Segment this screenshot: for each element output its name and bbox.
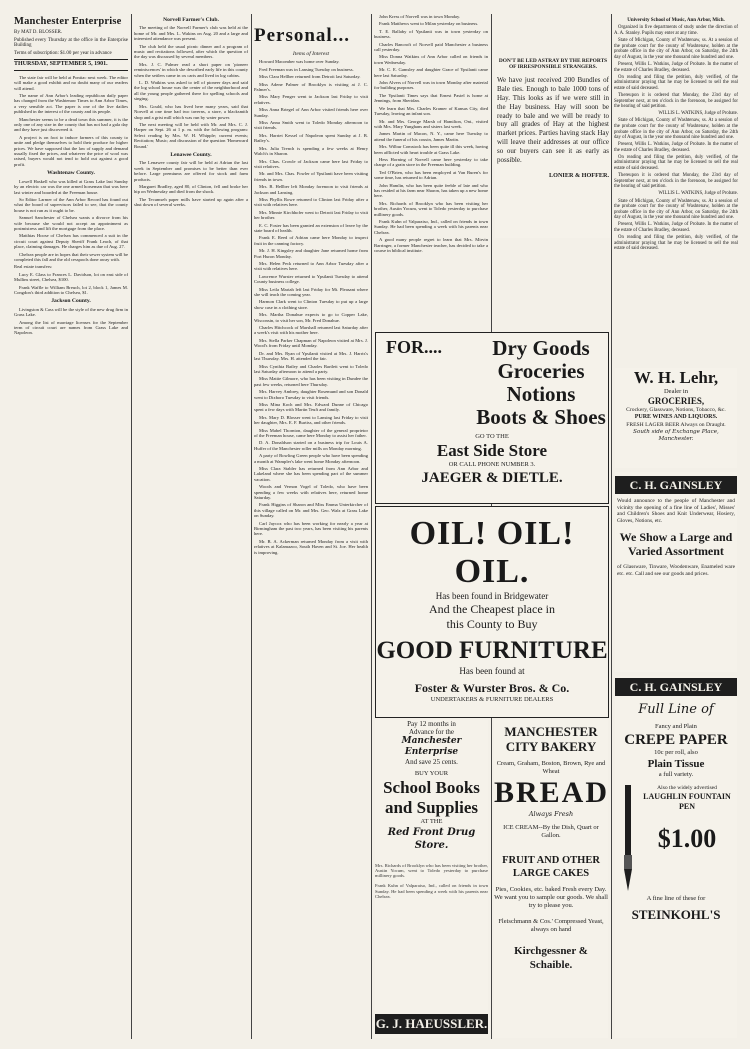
personal-item: Mrs. B. Hellber left Monday forenoon to visit friends at Jackson and Lansing. [254,184,368,195]
personal-item: Miss Mina Koch and Mrs. Edward Dunne of Chicago spent a few days with Martin Teuft and family. [254,401,368,413]
local-item: Mrs. Wilbur Comstock has been quite ill this week, having been afflicted with heart trouble at Grass Lake. [374,144,488,155]
article-paragraph: Margaret Bradley, aged 80, of Clinton, fell and broke her hip on Wednesday and died from the shock. [134,183,248,195]
article-paragraph: The state fair will be held at Pontiac next week. The editor will make a good exhibit and no doubt many of our readers will attend. [14,74,128,91]
pen-name: LAUGHLIN FOUNTAIN PEN [643,792,731,811]
personal-item: Mrs. Mary D. Blosser went to Lansing last Friday to visit her daughter, Mrs. E. F. Burtiss, and other friends. [254,414,368,426]
personal-item: Miss Anna Smith went to Toledo Monday afternoon to visit friends. [254,120,368,131]
legal-signature: WILLIS L. WATKINS, Judge of Probate. [658,111,738,117]
school-books-headline: School Books and Supplies [383,778,480,817]
lehr-name: W. H. Lehr, [633,368,719,387]
bakery-firm: Kirchgessner & Schaible. [514,945,588,971]
personal-item: Mr. B. A. Ackerman returned Monday from a visit with relatives at Kalamazoo, South Haven and St. Joe. Her health is improving. [254,538,368,555]
lehr-ad [615,368,737,468]
masthead-editor: By MAT D. BLOSSER. [14,30,63,35]
column-4 [374,14,488,344]
gainsley-headline: We Show a Large and Varied Assortment [619,530,733,559]
gainsley-body: of Glassware, Tinware, Woodenware, Enameled ware etc. etc. Call and see our goods and prices. [617,564,735,577]
crepe-headline: CREPE PAPER [624,732,728,748]
bread-headline: BREAD [494,776,610,809]
school-books-ad [375,720,488,1038]
ad-goto: GO TO THE [475,433,509,440]
legal-notice: State of Michigan, County of Washtenaw, ss. At a session of the probate court for the county of Washtenaw, holden at the probate office in the city of Ann Arbor, on Saturday, the 24th day of August, in the year one thousand nine hundred and one. [614,118,738,141]
local-item: Ted O'Brien, who has been employed at Van Buren's for some time, has returned to Adrian. [374,169,488,181]
fountain-pen-icon [621,785,635,893]
local-item: James Martin of Macon, N. Y., came here Tuesday to attend the funeral of his cousin, James Martin. [374,131,488,142]
personal-item: Mr. J. H. Kingsley and daughter Jane returned home from Port Huron Monday. [254,248,368,259]
section-heading: Jackson County. [51,298,91,305]
ad-phone: OR CALL PHONE NUMBER 3. [448,461,536,468]
ad-line: Advance for the [408,728,455,736]
local-item: T. E. Ballaby of Ypsilanti was in town yesterday on business. [374,28,488,40]
personal-item: Frank Higgins of Sharon and Miss Emma Unterkircher of this village called on Mr. and Mrs. Geo. Walz at Grass Lake on Sunday. [254,502,368,519]
local-item: John Kress of Norvell was in town Monday. [379,14,461,19]
oil-line: this County to Buy [446,617,538,631]
personal-item: Miss Mabel Thornton, daughter of the general proprietor of the Freeman house, came here Monday to assist her father. [254,427,368,438]
bakery-ad [494,720,608,1038]
bakery-fruit: FRUIT AND OTHER LARGE CAKES [502,855,600,879]
ad-for-label: FOR.... [386,337,442,357]
personal-item: Mrs. Stella Parker Chapman of Napoleon visited at Mrs. J. Wood's from Friday until Monday. [254,337,368,349]
personal-item: Lawrence Wurster returned to Ypsilanti Tuesday to attend County business college. [254,273,368,285]
legal-notice: On reading and filing the petition, duly verified, of the administrator praying that he may be licensed to sell the real estate of said deceased. [614,235,738,252]
tissue-headline: Plain Tissue [647,758,705,770]
article-paragraph: The name of Ann Arbor's leading republican daily paper has changed from the Washtenaw Times to Ann Arbor Times, a very sensible act. The paper is one of the live dailies published in the interest of the county and its people. [14,93,128,115]
personal-item: Woods and Vernon Vogel of Toledo, who have been spending a few weeks with relatives here, returned home Saturday. [254,484,368,501]
personal-item: Miss Mattie Gilmore, who has been visiting in Dundee the past few weeks, returned here Thursday. [254,376,368,387]
article-paragraph: The next meeting will be held with Mr. and Mrs. C. J. Harper on Sept. 26 at 1 p. m. with the following program: Select reading by Mrs. W. H. Whipple; current events; Recitation; Music; and discussion of the question 'Homeward Bound.' [134,121,248,149]
section-heading: Norvell Farmer's Club. [163,17,219,23]
ad-line: Pay 12 months in [407,720,456,728]
pen-block [615,785,737,895]
article-paragraph: Chelsea people are in hopes that their sewer system will be completed this fall and the old cesspools done away with. [14,251,128,262]
legal-notice: On reading and filing the petition, duly verified, of the administrator praying that he may be licensed to sell the real estate of said deceased. [614,154,738,172]
ad-line: Full Line of [638,702,714,717]
jaeger-dietle-ad [375,332,609,504]
dateline: THURSDAY, SEPTEMBER 5, 1901. [14,59,128,70]
ad-line: BUY YOUR [414,770,449,777]
notice-body: We have just received 200 Bundles of Bale ties. Enough to bale 1000 tons of Hay. This looks as if we were still in the Hay business. Hay will soon be ready to bale and we will be ready to buy all grades of Hay at the highest market prices. Parties having stack Hay will leave their addresses at our office so our buyers can see it as early as possible. [497,76,609,164]
personal-item: Mrs. Chas. Crowle of Jackson came here last Friday to visit relatives. [254,158,368,169]
personal-item: Miss Leila Mariah left last Friday for Mt. Pleasant where she will teach the coming year. [254,286,368,298]
local-item: A good many people regret to learn that Mrs. Mirvin Barringer, a former Manchester teacher, has decided to take a course in biblical institute. [374,237,488,254]
goods-list [476,337,606,429]
article-paragraph: The club held the usual picnic dinner and a program of music and recitations followed, after which the question of the day was discussed by several members. [134,43,248,60]
personal-item: Mrs. Harriet Kessel of Napoleon spent Sunday at J. B. Bailey's. [254,132,368,144]
oil-line: Has been found at [459,666,525,676]
firm-name: Foster & Wurster Bros. & Co. [414,681,570,695]
masthead-line: Published every Thursday at the office in the Enterprise Building [14,37,128,49]
personal-heading: Personal... [254,25,350,46]
goods-item: Groceries [497,359,585,383]
personal-item: Miss Anna Briegel of Ann Arbor visited friends here over Sunday. [254,107,368,118]
article-paragraph: Among the list of marriage licenses for the September term of circuit court are names from Grass Lake and Napoleon. [14,319,128,336]
masthead-title: Manchester Enterprise [14,16,122,27]
personal-item: Howard Macomber was home over Sunday. [259,59,340,65]
druggist-name: G. J. HAEUSSLER. [375,1014,488,1034]
personal-subheading: Items of Interest [292,51,330,57]
personal-item: D. A. Donaldson started on a business trip for Louis A. Huffer of the Manchester roller mills on Monday morning. [254,440,368,451]
article-paragraph: A project is on foot to induce farmers of this county to unite and pledge themselves to hold their produce for higher prices. We have supposed that the law of supply and demand usually fixed the prices, and whatever the price of wool was raised, buyers would not tend to hold out against a good profit. [14,134,128,167]
lehr-items: Crockery, Glassware, Notions, Tobacco, &c. [626,407,726,413]
ad-line: a full variety. [658,771,694,778]
lehr-wines: PURE WINES AND LIQUORS. [634,414,718,420]
column-rule [371,14,372,1039]
personal-item: Miss Mary Fenger went to Jackson last Friday to visit relatives. [254,94,368,105]
legal-notice: Thereupon it is ordered that Monday, the 23rd day of September next, at ten o'clock in the forenoon, be assigned for the hearing of said petition. [614,92,738,110]
article-paragraph: The Lenawee county fair will be held at Adrian the last week in September and promises to be better than ever before. Large premiums are offered for stock and farm products. [134,160,248,182]
personal-item: Fred Freeman was in Lansing Tuesday on business. [259,66,354,72]
oil-line: Has been found in Bridgewater [435,591,549,601]
local-item: Frank Kuhn of Valparaiso, Ind., called on friends in town Sunday. He had been spending a week with his parents near Chelsea. [374,219,488,235]
ad-line: A fine line of these for [646,895,706,902]
lehr-dealer: Dealer in [663,388,688,395]
personal-item: Miss Clara Hellber returned from Detroit last Saturday. [259,74,361,80]
article-paragraph: Frank Waffle to William Breuch, lot 2, block 1, James M. Congdon's third addition to Chelsea, $1. [14,284,128,295]
ad-line: And save 25 cents. [405,758,458,766]
local-item: John Hamlin, who has been quite feeble of late and who has resided at his farm near Sharon, has taken up a new home here. [374,182,488,199]
article-paragraph: Mrs. Gould, who has lived here many years, said that Norvell at one time had two taverns, a store, a blacksmith shop and a grist mill which was run by water power. [134,103,248,120]
local-item: We learn that Mrs. Charles Kramer of Kansas City, died Tuesday, leaving an infant son. [374,105,488,117]
local-item: John Alvers of Norvell was in town Monday after material for building purposes. [374,80,488,91]
legal-notice: Organized in five departments of study under the direction of A. A. Stanley. Pupils may enter at any time. [614,25,738,36]
notice-signature: LONIER & HOFFER. [549,172,609,180]
ad-line: Fancy and Plain [655,723,697,730]
article-paragraph: The Tecumseh paper mills have started up again after a shut down of several weeks. [134,196,248,208]
oil-headline: OIL! OIL! OIL. [409,515,575,590]
article-paragraph: Livingston & Cass will be the style of the new drug firm in Grass Lake. [14,306,128,318]
column-1 [14,14,128,1039]
article-paragraph: The meeting of the Norvell Farmer's club was held at the home of Mr. and Mrs. L. Wakins on Aug. 20 and a large and interested attendance was present. [134,25,248,42]
article-paragraph: So Editor Larmer of the Ann Arbor Record has found out what the board of supervisors failed to see, that the county house is not run as it ought to be. [14,196,128,213]
personal-item: Harmon Clark went to Clinton Tuesday to put up a large show case in a clothing store. [254,299,368,310]
local-item: Hess Horning of Norvell came here yesterday to take charge of a grain store in the Freeman building. [374,156,488,168]
gainsley-ad [615,472,737,672]
legal-notice: Present, Willis L. Watkins, Judge of Probate. In the matter of the estate of Charles Bradley, deceased. [614,142,738,153]
goods-item: Boots & Shoes [476,405,606,429]
ad-fine-print: Frank Kuhn of Valparaiso, Ind., called on friends in town Sunday. He had been spending a week with his parents near Chelsea. [375,883,488,900]
hay-notice [495,58,611,238]
lehr-beer: FRESH LAGER BEER Always on Draught. [626,421,726,428]
furniture-ad [375,506,609,718]
legal-notice: Thereupon it is ordered that Monday, the 23rd day of September next, at ten o'clock in the forenoon, be assigned for the hearing of said petition. [614,173,738,190]
personal-item: Mr. and Mrs. Chas. Fowler of Ypsilanti have been visiting friends in town. [254,171,368,182]
personal-item: Miss Adene Palmer of Brooklyn is visiting at J. C. Palmer's. [254,81,368,93]
furniture-headline: GOOD FURNITURE [376,637,608,664]
gainsley-name: C. H. GAINSLEY [615,678,737,696]
steinkohl-name: STEINKOHL'S [631,907,721,922]
gainsley-body: Would announce to the people of Manchester and vicinity the opening of a fine line of Ladies', Misses' and Children's Shoes and Knit Underwear, Hosiery, Gloves, Notions, etc. [617,498,735,524]
local-item: Charles Bancroft of Norvell paid Manchester a business call yesterday. [374,41,488,53]
column-rule [611,14,612,1039]
article-paragraph: Mrs. J. C. Palmer read a short paper on 'pioneer reminiscences' in which she described early life in this county when the settlers came in ox carts and lived in log cabins. [134,61,248,78]
personal-item: Mrs. Helen Peck returned to Ann Arbor Tuesday after a visit with relatives here. [254,261,368,272]
personal-item: Frank E. Reed of Adrian came here Monday to inspect fruit in the canning factory. [254,235,368,246]
legal-notice: On reading and filing the petition, duly verified, of the administrator praying that he may be licensed to sell the real estate of said deceased. [614,74,738,91]
oil-line: And the Cheapest place in [429,602,555,616]
local-item: Mrs. Richards of Brooklyn who has been visiting her brother, Austin Yocum, went to Toledo yesterday to purchase millinery goods. [374,200,488,217]
local-item: Miss Donna Watkins of Ann Arbor called on friends in town Wednesday. [374,54,488,65]
firm-sub: UNDERTAKERS & FURNITURE DEALERS [430,696,554,703]
personal-item: Dr. and Mrs. Ryan of Ypsilanti visited at Mrs. J. Harris's last Thursday. Mrs. H. attended the fair. [254,350,368,362]
article-paragraph: Matthias Hoose of Chelsea has commenced a suit in the circuit court against Deputy Sheriff Frank Leach, of that place, claiming damages. He charges him as due of Aug. 27. [14,233,128,250]
personal-item: Carl Jaycox who has been working for nearly a year at Birmingham the past two years, has been visiting his parents here. [254,520,368,537]
section-heading: Washtenaw County. [47,170,95,177]
lehr-location: South side of Exchange Place, Manchester. [633,428,719,442]
legal-notice: Present, Willis L. Watkins, Judge of Probate. In the matter of the estate of Charles Bradley, deceased. [614,61,738,73]
article-paragraph: Lucy E. Glass to Frances L. Davidson, lot on east side of Mullins street, Chelsea, $100. [14,271,128,283]
goods-item: Dry Goods [492,336,590,360]
column-3 [254,14,368,1039]
section-heading: University School of Music, Ann Arbor, Mich. [627,18,725,23]
personal-item: Mrs. Harvey Ambrey, daughter Rosemund and son Donald went to Dixboro Tuesday to visit friends. [254,389,368,400]
column-rule [131,14,132,1039]
local-item: Mr. C. E. Gamsley and daughter Grace of Ypsilanti came here last Saturday. [374,67,488,78]
personal-item: Miss Clara Stabler has returned from Ann Arbor and Lakeland where she has been spending part of the summer vacation. [254,466,368,482]
goods-item: Notions [506,382,576,406]
personal-item: Mrs. Julia Trench is spending a few weeks at Henry Walch's in Sharon. [254,145,368,157]
bakery-always: Always Fresh [528,810,574,818]
bakery-yeast: Fleischmann & Cos.' Compressed Yeast, always on hand [498,918,604,933]
personal-item: E. C. Foster has been granted an extension of leave by the state board of health. [254,222,368,233]
personal-item: Charles Hitchcock of Marshall returned last Saturday after a week's visit with his mother here. [254,325,368,336]
ad-fine-print: Mrs. Richards of Brooklyn who has been visiting her brother, Austin Yocum, went to Toledo yesterday to purchase millinery goods. [375,862,488,879]
masthead-line: Terms of subscription: $1.00 per year in advance [14,50,112,56]
crepe-paper-ad [615,676,737,1038]
gainsley-name: C. H. GAINSLEY [615,476,737,494]
bakery-items: Cream, Graham, Boston, Brown, Rye and Wheat [496,760,606,775]
legal-notice: State of Michigan, County of Washtenaw, ss. At a session of the probate court for the county of Washtenaw, holden at the probate office in the city of Ann Arbor, on Saturday, the 24th day of August, in the year one thousand nine hundred and one. [614,198,738,221]
ad-line: AT THE [420,818,443,825]
store-name: Red Front Drug Store. [387,827,476,851]
firm-name: JAEGER & DIETLE. [421,470,563,486]
local-item: Frank Matthews went to Milan yesterday on business. [379,21,479,27]
personal-item: Miss Cynthia Bailey and Charles Bartlett went to Toledo last Saturday afternoon to attend a party. [254,363,368,374]
pen-price: $1.00 [657,824,717,853]
notice-heading: DON'T BE LED ASTRAY BY THE REPORTS OF IRRESPONSIBLE STRANGERS. [498,58,608,71]
personal-item: Mrs. Minnie Kirchhofer went to Detroit last Friday to visit her brother. [254,209,368,221]
article-paragraph: L. D. Watkins was asked to tell of pioneer days and said the log school house was the center of the neighborhood and all the young people gathered there for spelling schools and singing. [134,80,248,102]
legal-notice: Present, Willis L. Watkins, Judge of Probate. In the matter of the estate of Charles Bradley, deceased. [614,222,738,233]
section-heading: Lenawee County. [170,151,212,158]
pen-label: Also the widely advertised [657,785,717,791]
lehr-groceries: GROCERIES, [647,396,705,406]
column-rule [251,14,252,1039]
bakery-ice: ICE CREAM--By the Dish, Quart or Gallon. [503,824,599,839]
column-2 [134,14,248,1039]
local-item: Mr. and Mrs. George Marsh of Hamilton, Ont., visited with Mrs. Mary Yunghans and sisters last week. [374,118,488,129]
ad-line: 10c per roll, also [654,749,698,756]
article-paragraph: Lowell Haskell who was killed at Grass Lake last Sunday by an electric car was the one armed horseman that was here last winter and boarded at the Freeman house. [14,178,128,195]
legal-signature: WILLIS L. WATKINS, Judge of Probate. [658,191,738,197]
paper-name: Manchester Enterprise [401,736,462,757]
personal-item: Miss Phyllis Rowe returned to Clinton last Friday after a visit with relatives here. [254,196,368,208]
bakery-pies: Pies, Cookies, etc. baked Fresh every Day. We want you to sample our goods. We shall try to please you. [494,886,608,909]
ad-filler [375,858,488,1008]
local-item: The Ypsilanti Times says that Ernest Pastel is home at Jennings, from Sheridan. [374,92,488,104]
article-paragraph: Real estate transfers: [14,264,53,270]
store-name: East Side Store [436,441,548,460]
bakery-title: MANCHESTER CITY BAKERY [504,724,598,754]
personal-item: Mrs. Martha Donahue expects to go to Copper Lake, Wisconsin, to visit her son, Mr. Fred Donahue. [254,312,368,323]
legal-notice: State of Michigan, County of Washtenaw, ss. At a session of the probate court for the county of Washtenaw, holden at the probate office in the city of Ann Arbor, on Saturday, the 24th day of August, in the year one thousand nine hundred and one. [614,38,738,60]
article-paragraph: Samuel Sanchester of Chelsea wants a divorce from his wife because she would not accept an appointment as postmistress and lift the mortgage from the place. [14,215,128,231]
article-paragraph: Manchester seems to be a dead town this summer, it is the only one of any size in the county that has not had a gala day and they have just discovered it. [14,116,128,133]
personal-item: A party of Bowling Green people who have been spending a month at Wampler's lake went home Monday afternoon. [254,453,368,464]
